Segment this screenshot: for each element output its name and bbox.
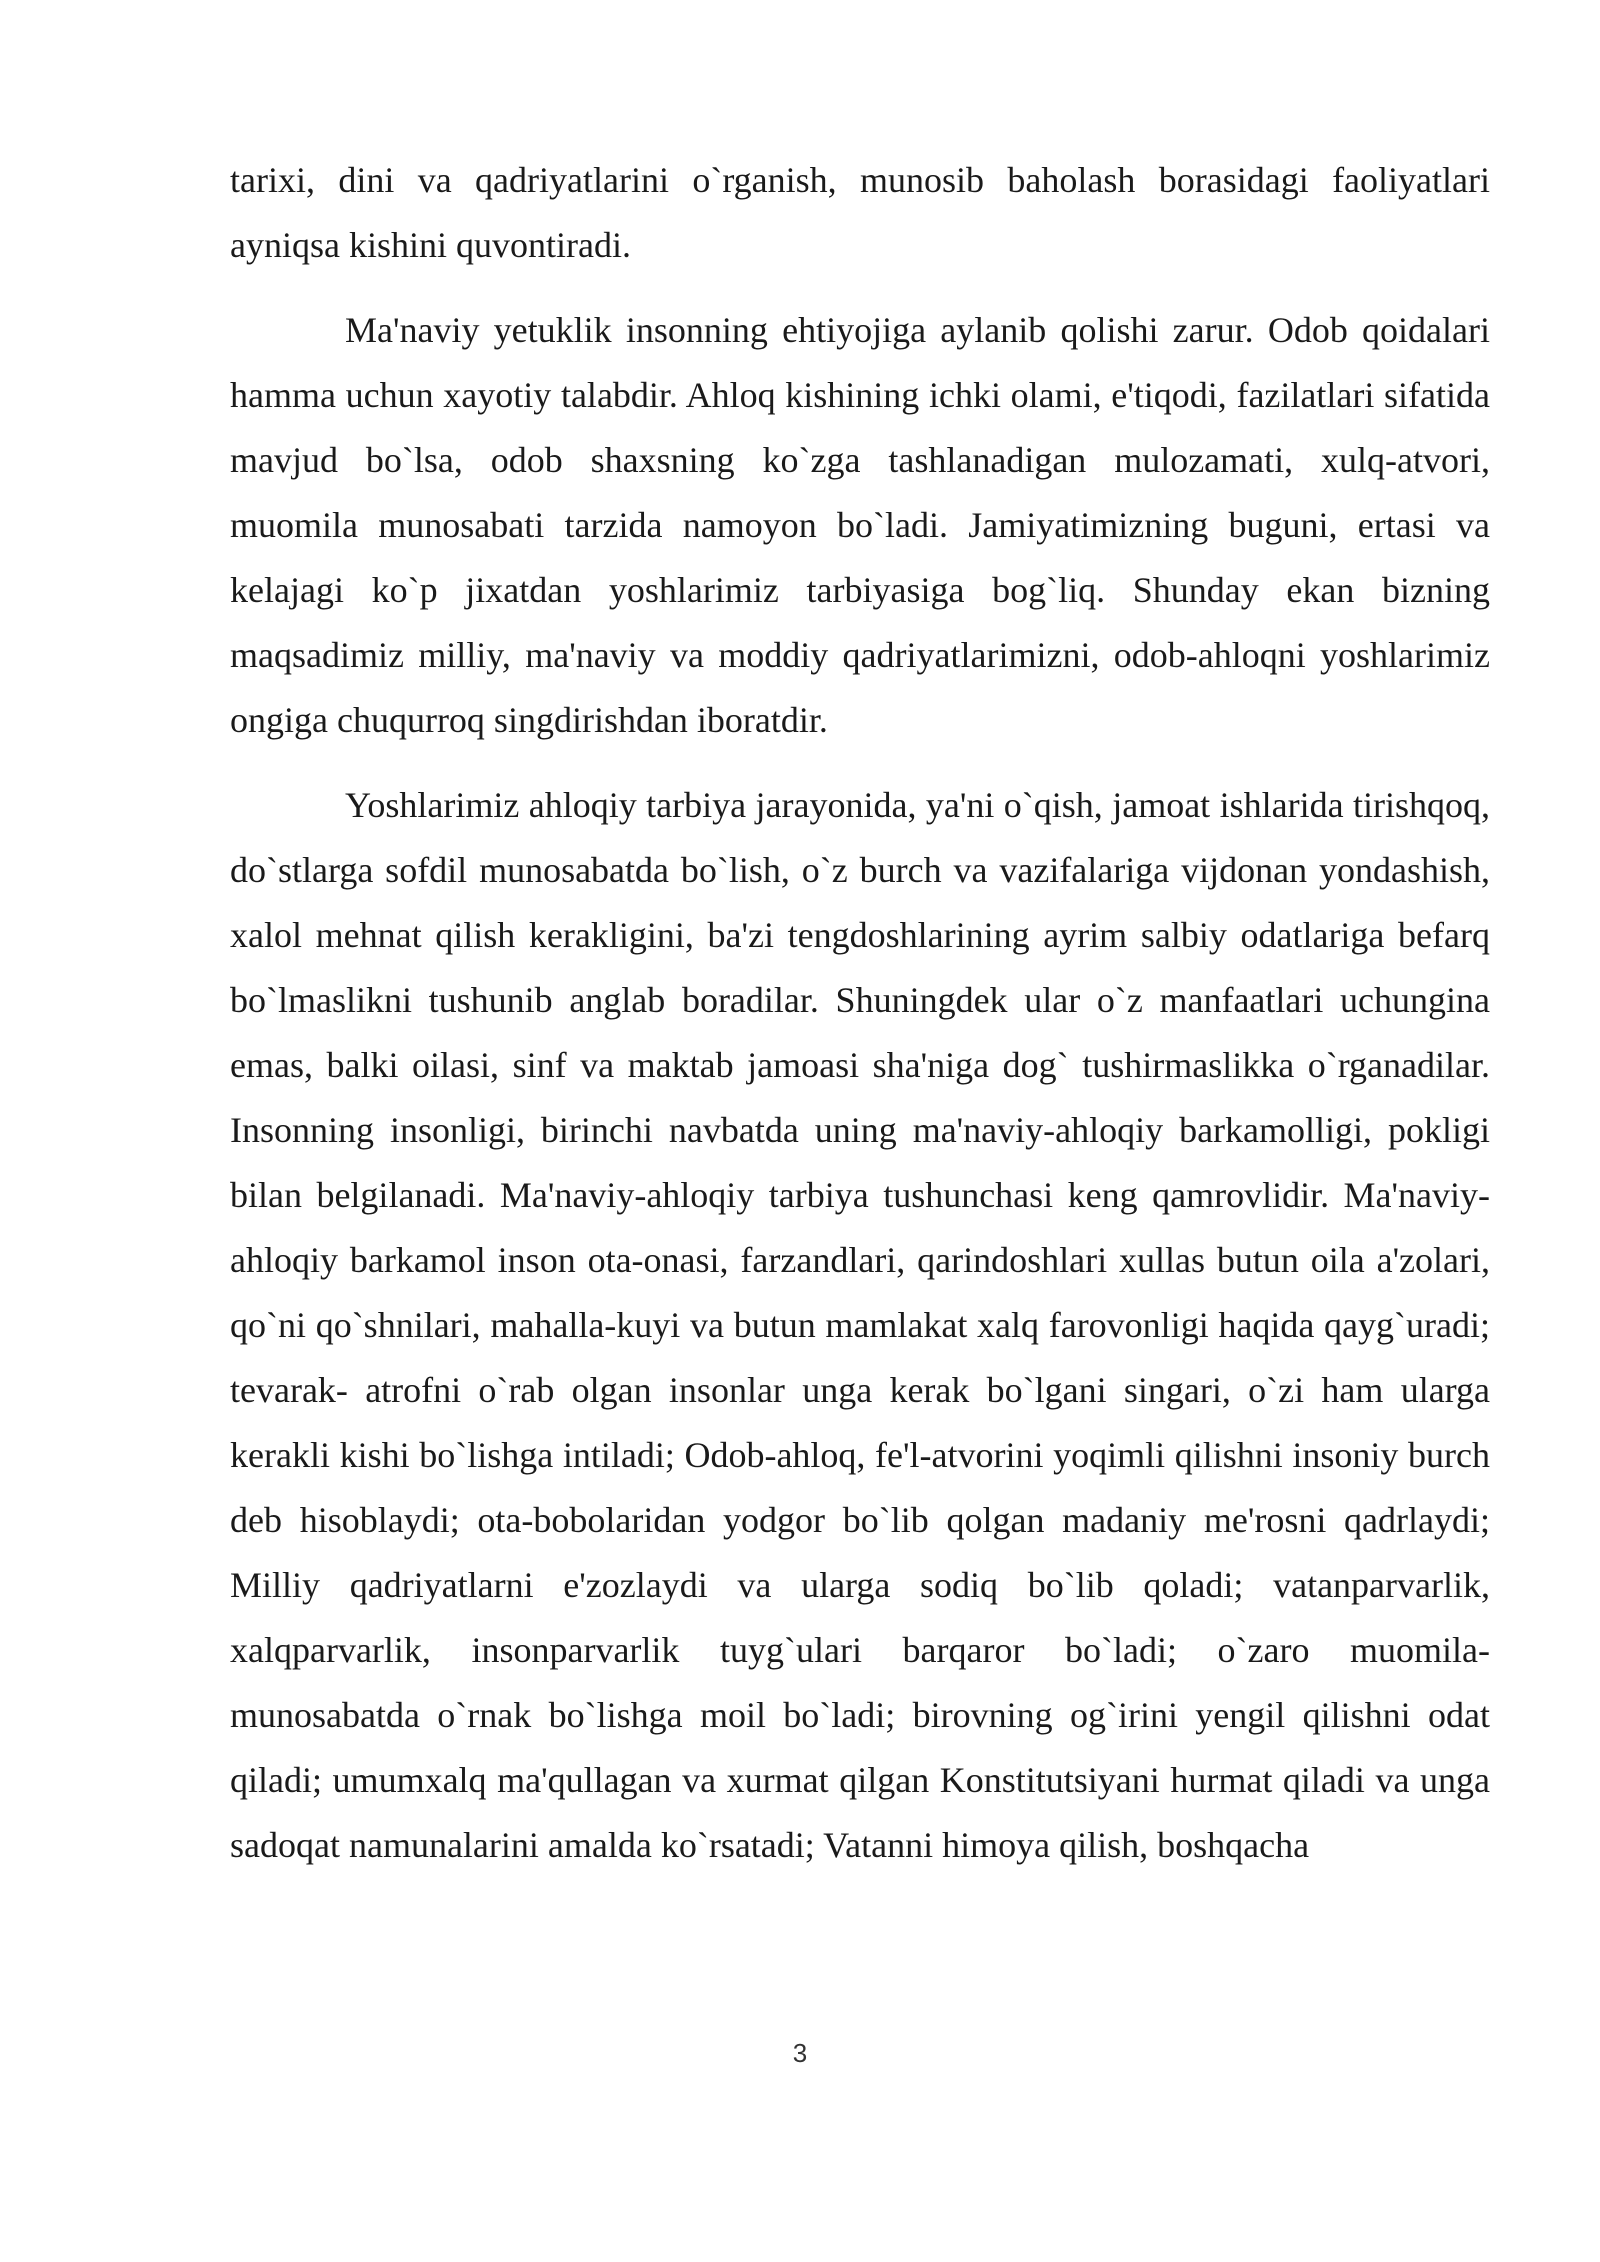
page-number: 3 [792,2038,808,2068]
body-text [230,148,1490,1878]
paragraph: Yoshlarimiz ahloqiy tarbiya jarayonida, ya'ni o`qish, jamoat ishlarida tirishqoq, do`stlarga sofdil munosabatda bo`lish, o`z burch va vazifalariga vijdonan yondashish, xalol mehnat qilish kerakligini, ba'zi tengdoshlarining ayrim salbiy odatlariga befarq bo`lmaslikni tushunib anglab boradilar. Shuningdek ular o`z manfaatlari uchungina emas, balki oilasi, sinf va maktab jamoasi sha'niga dog` tushirmaslikka o`rganadilar. Insonning insonligi, birinchi navbatda uning ma'naviy-ahloqiy barkamolligi, pokligi bilan belgilanadi. Ma'naviy-ahloqiy tarbiya tushunchasi keng qamrovlidir. Ma'naviy-ahloqiy barkamol inson ota-onasi, farzandlari, qarindoshlari xullas butun oila a'zolari, qo`ni qo`shnilari, mahalla-kuyi va butun mamlakat xalq farovonligi haqida qayg`uradi; tevarak- atrofni o`rab olgan insonlar unga kerak bo`lgani singari, o`zi ham ularga kerakli kishi bo`lishga intiladi; Odob-ahloq, fe'l-atvorini yoqimli qilishni insoniy burch deb hisoblaydi; ota-bobolaridan yodgor bo`lib qolgan madaniy me'rosni qadrlaydi; Milliy qadriyatlarni e'zozlaydi va ularga sodiq bo`lib qoladi; vatanparvarlik, xalqparvarlik, insonparvarlik tuyg`ulari barqaror bo`ladi; o`zaro muomila-munosabatda o`rnak bo`lishga moil bo`ladi; birovning og`irini yengil qilishni odat qiladi; umumxalq ma'qullagan va xurmat qilgan Konstitutsiyani hurmat qiladi va unga sadoqat namunalarini amalda ko`rsatadi; Vatanni himoya qilish, boshqacha [230,785,1490,1865]
paragraph: Ma'naviy yetuklik insonning ehtiyojiga aylanib qolishi zarur. Odob qoidalari hamma uchun xayotiy talabdir. Ahloq kishining ichki olami, e'tiqodi, fazilatlari sifatida mavjud bo`lsa, odob shaxsning ko`zga tashlanadigan mulozamati, xulq-atvori, muomila munosabati tarzida namoyon bo`ladi. Jamiyatimizning buguni, ertasi va kelajagi ko`p jixatdan yoshlarimiz tarbiyasiga bog`liq. Shunday ekan bizning maqsadimiz milliy, ma'naviy va moddiy qadriyatlarimizni, odob-ahloqni yoshlarimiz ongiga chuqurroq singdirishdan iboratdir. [230,310,1490,740]
paragraph-continuation: tarixi, dini va qadriyatlarini o`rganish, munosib baholash borasidagi faoliyatlari ayniqsa kishini quvontiradi. [230,160,1490,265]
